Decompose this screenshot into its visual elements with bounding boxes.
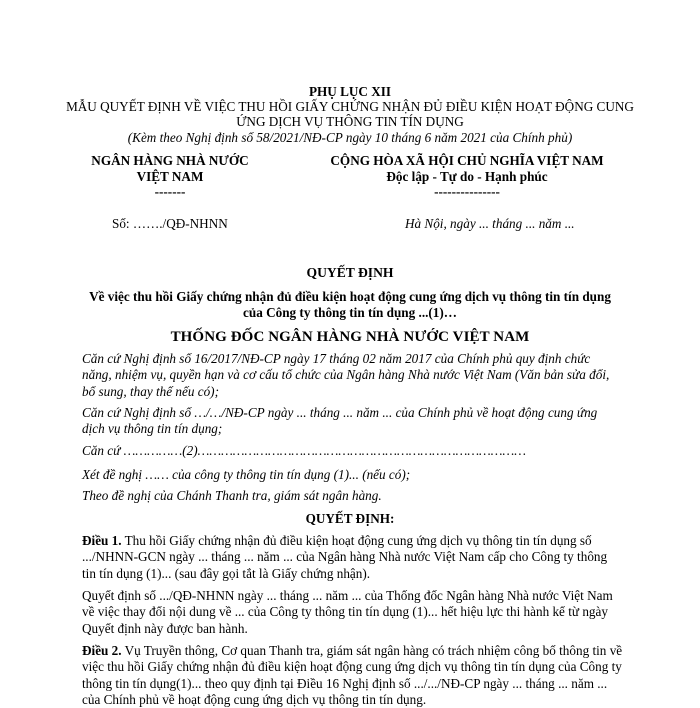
issuer-divider: ------- <box>154 184 186 199</box>
authority-title: THỐNG ĐỐC NGÂN HÀNG NHÀ NƯỚC VIỆT NAM <box>170 329 530 345</box>
national-divider: --------------- <box>434 184 500 199</box>
article-label: Điều 2. <box>82 643 122 658</box>
appendix-title: PHỤ LỤC XII <box>308 84 392 99</box>
national-motto: Độc lập - Tự do - Hạnh phúc <box>386 169 548 184</box>
decision-subject: Về việc thu hồi Giấy chứng nhận đủ điều kiện hoạt động cung ứng dịch vụ thông tin tín dụng của Công ty thông tin tín dụng ...(1)… <box>89 289 611 320</box>
article-1 <box>82 533 624 582</box>
article-text: Thu hồi Giấy chứng nhận đủ điều kiện hoạt động cung ứng dịch vụ thông tin tín dụng số .../NHNN-GCN ngày ... tháng ... năm ... của Ngân hàng Nhà nước Việt Nam cấp cho Công ty thông tin tín dụng (1)... (sau đây gọi tắt là Giấy chứng nhận). <box>82 533 608 581</box>
basis-item: Căn cứ Nghị định số 16/2017/NĐ-CP ngày 17 tháng 02 năm 2017 của Chính phủ quy định chức năng, nhiệm vụ, quyền hạn và cơ cấu tổ chức của Ngân hàng Nhà nước Việt Nam (Văn bản sửa đổi, bổ sung, thay thế nếu có); <box>82 351 610 399</box>
issuer-name-line2: VIỆT NAM <box>136 169 204 184</box>
appendix-subtitle: MẪU QUYẾT ĐỊNH VỀ VIỆC THU HỒI GIẤY CHỨNG NHẬN ĐỦ ĐIỀU KIỆN HOẠT ĐỘNG CUNG ỨNG DỊCH VỤ THÔNG TIN TÍN DỤNG <box>66 99 634 130</box>
basis-item: Căn cứ ……………(2)………………………………………………………………………… <box>82 443 526 458</box>
article-text: Quyết định số .../QĐ-NHNN ngày ... tháng ... năm ... của Thống đốc Ngân hàng Nhà nước Việt Nam về việc thay đổi nội dung về ... của Công ty thông tin tín dụng (1)... hết hiệu lực thi hành kể từ ngày Quyết định này được ban hành. <box>82 588 613 636</box>
article-text: Vụ Truyền thông, Cơ quan Thanh tra, giám sát ngân hàng có trách nhiệm công bố thông tin về việc thu hồi Giấy chứng nhận đủ điều kiện hoạt động cung ứng dịch vụ thông tin tín dụng của Công ty thông tin tín dụng(1)... theo quy định tại Điều 16 Nghị định số .../.../NĐ-CP ngày ... tháng ... năm ... của Chính phủ về hoạt động cung ứng dịch vụ thông tin tín dụng. <box>82 643 623 708</box>
document-number: Số: ……./QĐ-NHNN <box>112 216 228 231</box>
basis-item: Căn cứ Nghị định số …/…/NĐ-CP ngày ... tháng ... năm ... của Chính phủ về hoạt động cung ứng dịch vụ thông tin tín dụng; <box>82 405 598 437</box>
appendix-note: (Kèm theo Nghị định số 58/2021/NĐ-CP ngày 10 tháng 6 năm 2021 của Chính phủ) <box>127 130 573 145</box>
decision-title: QUYẾT ĐỊNH <box>306 265 394 280</box>
article-label: Điều 1. <box>82 533 122 548</box>
basis-item: Theo đề nghị của Chánh Thanh tra, giám sát ngân hàng. <box>82 488 382 503</box>
article-1-paragraph-2 <box>82 588 624 637</box>
document-date: Hà Nội, ngày ... tháng ... năm ... <box>405 216 575 231</box>
decide-heading: QUYẾT ĐỊNH: <box>305 511 395 526</box>
article-2 <box>82 643 624 708</box>
basis-item: Xét đề nghị …… của công ty thông tin tín dụng (1)... (nếu có); <box>82 467 411 482</box>
issuer-name-line1: NGÂN HÀNG NHÀ NƯỚC <box>91 153 249 168</box>
national-title: CỘNG HÒA XÃ HỘI CHỦ NGHĨA VIỆT NAM <box>330 153 604 168</box>
